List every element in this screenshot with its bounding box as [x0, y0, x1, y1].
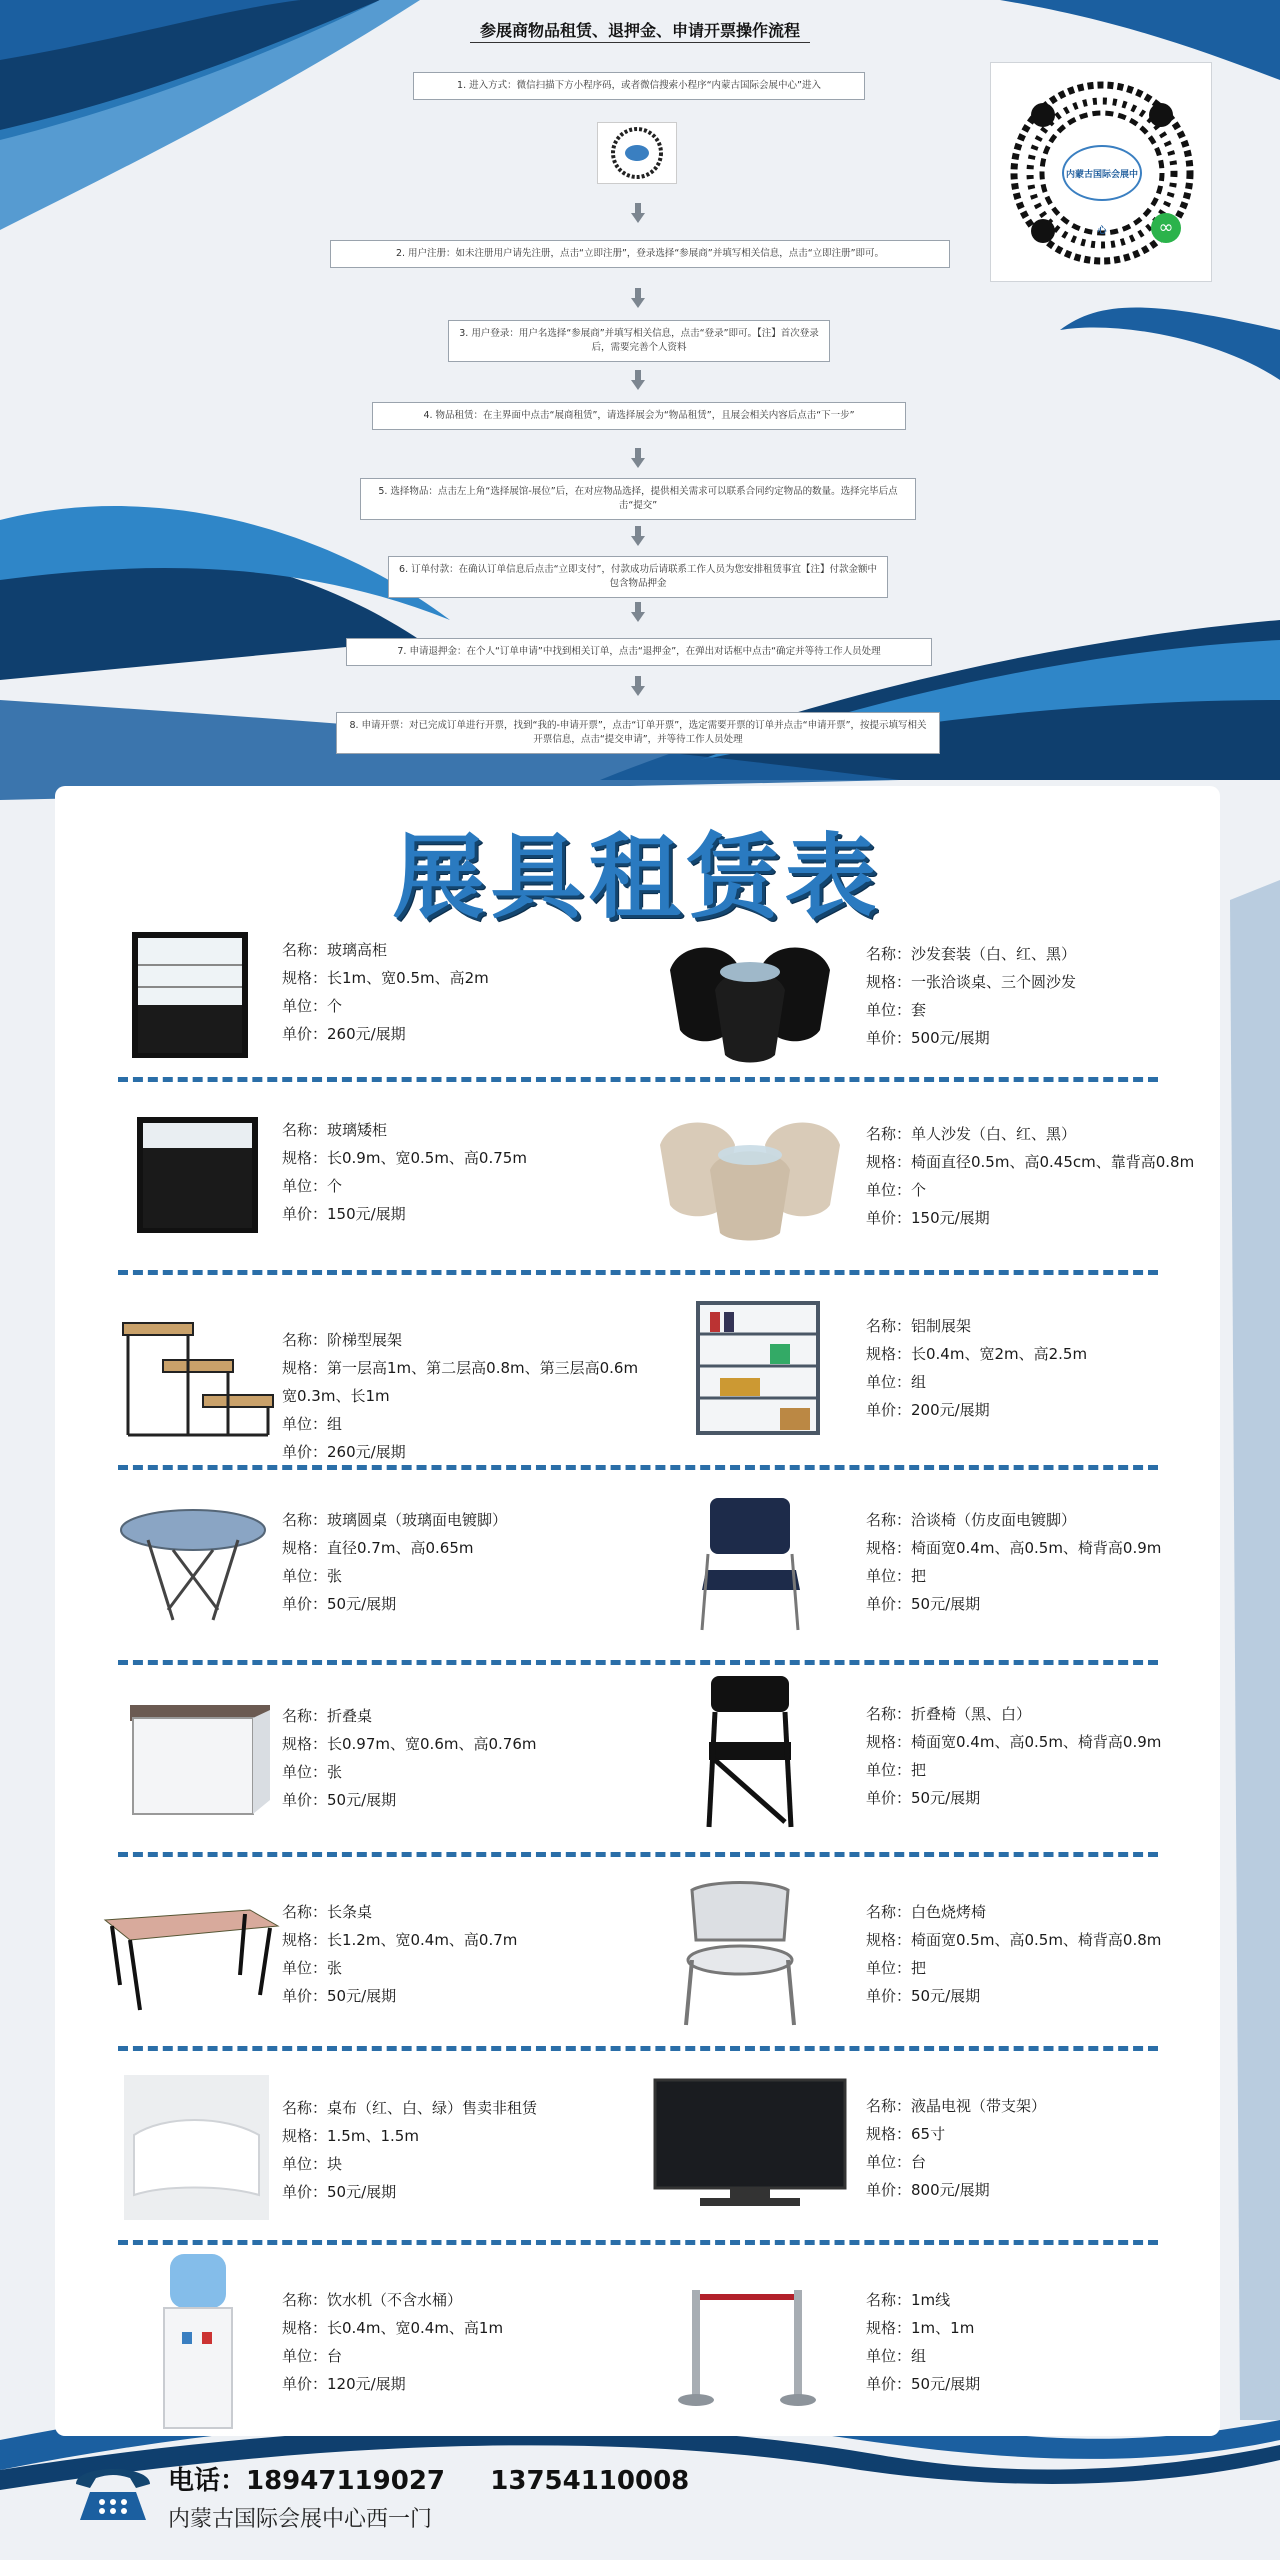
footer-address: 内蒙古国际会展中心西一门	[168, 2507, 433, 2532]
glass-low-cabinet-image	[130, 1110, 270, 1240]
mini-program-qr-card	[990, 62, 1212, 282]
flow-step-4: 4. 物品租赁：在主界面中点击“展商租赁”，请选择展会为“物品租赁”，且展会相关内容后点击“下一步”	[372, 402, 906, 430]
item-step-shelf: 名称：阶梯型展架 规格：第一层高1m、第二层高0.8m、第三层高0.6m 宽0.3m、长1m 单位：组 单价：260元/展期	[282, 1331, 639, 1461]
divider-5	[118, 1852, 1158, 1857]
mini-program-icon: ∞	[1151, 213, 1181, 243]
flow-step-2: 2. 用户注册：如未注册用户请先注册，点击“立即注册”，登录选择“参展商”并填写相关信息，点击“立即注册”即可。	[330, 240, 950, 268]
folding-chair-image	[695, 1672, 805, 1832]
folding-table-image	[125, 1700, 275, 1820]
item-long-table: 名称：长条桌 规格：长1.2m、宽0.4m、高0.7m 单位：张 单价：50元/展期	[282, 1903, 518, 2005]
flow-arrow-5	[631, 536, 645, 546]
glass-round-table-image	[118, 1500, 268, 1630]
flow-arrow-2	[631, 298, 645, 308]
divider-3	[118, 1465, 1158, 1470]
qr-center-label: 内蒙古国际会展中心	[1062, 145, 1142, 201]
flow-arrow-4	[631, 458, 645, 468]
item-one-meter-line: 名称：1m线 规格：1m、1m 单位：组 单价：50元/展期	[866, 2291, 981, 2393]
footer-phone: 电话：18947119027 13754110008	[168, 2466, 690, 2496]
lcd-tv-image	[650, 2075, 850, 2215]
divider-6	[118, 2046, 1158, 2051]
item-lcd-tv: 名称：液晶电视（带支架） 规格：65寸 单位：台 单价：800元/展期	[866, 2097, 1047, 2199]
long-table-image	[100, 1900, 280, 2020]
flow-arrow-1	[631, 213, 645, 223]
divider-2	[118, 1270, 1158, 1275]
one-meter-line-image	[672, 2280, 822, 2410]
divider-7	[118, 2240, 1158, 2245]
sofa-set-image	[660, 930, 840, 1070]
flow-step-8: 8. 申请开票：对已完成订单进行开票，找到“我的-申请开票”，点击“订单开票”，选定需要开票的订单并点击“申请开票”，按提示填写相关开票信息，点击“提交申请”，并等待工作人员处理	[336, 712, 940, 754]
single-sofa-image	[655, 1105, 845, 1245]
item-bbq-chair: 名称：白色烧烤椅 规格：椅面宽0.5m、高0.5m、椅背高0.8m 单位：把 单价：50元/展期	[866, 1903, 1162, 2005]
item-aluminum-shelf: 名称：铝制展架 规格：长0.4m、宽2m、高2.5m 单位：组 单价：200元/展期	[866, 1317, 1088, 1419]
rental-title: 展具租赁表	[392, 824, 883, 931]
flow-arrow-7	[631, 686, 645, 696]
item-folding-chair: 名称：折叠椅（黑、白） 规格：椅面宽0.4m、高0.5m、椅背高0.9m 单位：把 单价：50元/展期	[866, 1705, 1162, 1807]
flow-step-3: 3. 用户登录：用户名选择“参展商”并填写相关信息，点击“登录”即可。【注】首次登录后，需要完善个人资料	[448, 320, 830, 362]
flow-title: 参展商物品租赁、退押金、申请开票操作流程	[479, 21, 800, 40]
flow-step-5: 5. 选择物品：点击左上角“选择展馆-展位”后，在对应物品选择，提供相关需求可以联系合同约定物品的数量。选择完毕后点击“提交”	[360, 478, 916, 520]
item-tablecloth: 名称：桌布（红、白、绿）售卖非租赁 规格：1.5m、1.5m 单位：块 单价：50元/展期	[282, 2099, 538, 2201]
flow-step-6: 6. 订单付款：在确认订单信息后点击“立即支付”，付款成功后请联系工作人员为您安排租赁事宜【注】付款金额中包含物品押金	[388, 556, 888, 598]
item-sofa-set: 名称：沙发套装（白、红、黑） 规格：一张洽谈桌、三个圆沙发 单位：套 单价：500元/展期	[866, 945, 1077, 1047]
step-shelf-image	[118, 1315, 278, 1445]
item-glass-round-table: 名称：玻璃圆桌（玻璃面电镀脚） 规格：直径0.7m、高0.65m 单位：张 单价：50元/展期	[282, 1511, 508, 1613]
item-single-sofa: 名称：单人沙发（白、红、黑） 规格：椅面直径0.5m、高0.45cm、靠背高0.8m 单位：个 单价：150元/展期	[866, 1125, 1195, 1227]
aluminum-shelf-image	[690, 1298, 830, 1438]
divider-4	[118, 1660, 1158, 1665]
item-glass-low-cabinet: 名称：玻璃矮柜 规格：长0.9m、宽0.5m、高0.75m 单位：个 单价：150元/展期	[282, 1121, 527, 1223]
item-negotiation-chair: 名称：洽谈椅（仿皮面电镀脚） 规格：椅面宽0.4m、高0.5m、椅背高0.9m 单位：把 单价：50元/展期	[866, 1511, 1162, 1613]
flow-step-1: 1. 进入方式：微信扫描下方小程序码，或者微信搜索小程序“内蒙古国际会展中心”进入	[413, 72, 865, 100]
water-dispenser-image	[158, 2252, 238, 2432]
telephone-icon	[72, 2458, 154, 2524]
flow-title-underline	[470, 42, 810, 43]
item-glass-tall-cabinet: 名称：玻璃高柜 规格：长1m、宽0.5m、高2m 单位：个 单价：260元/展期	[282, 941, 489, 1043]
flow-arrow-6	[631, 612, 645, 622]
negotiation-chair-image	[688, 1490, 818, 1640]
glass-tall-cabinet-image	[120, 925, 260, 1065]
tablecloth-image	[124, 2075, 269, 2220]
mini-qr-code	[597, 122, 677, 184]
flow-arrow-3	[631, 380, 645, 390]
item-water-dispenser: 名称：饮水机（不含水桶） 规格：长0.4m、宽0.4m、高1m 单位：台 单价：120元/展期	[282, 2291, 504, 2393]
flow-step-7: 7. 申请退押金：在个人“订单申请”中找到相关订单，点击“退押金”，在弹出对话框中点击“确定并等待工作人员处理	[346, 638, 932, 666]
divider-1	[118, 1077, 1158, 1082]
item-folding-table: 名称：折叠桌 规格：长0.97m、宽0.6m、高0.76m 单位：张 单价：50元/展期	[282, 1707, 537, 1809]
bbq-chair-image	[670, 1880, 810, 2030]
